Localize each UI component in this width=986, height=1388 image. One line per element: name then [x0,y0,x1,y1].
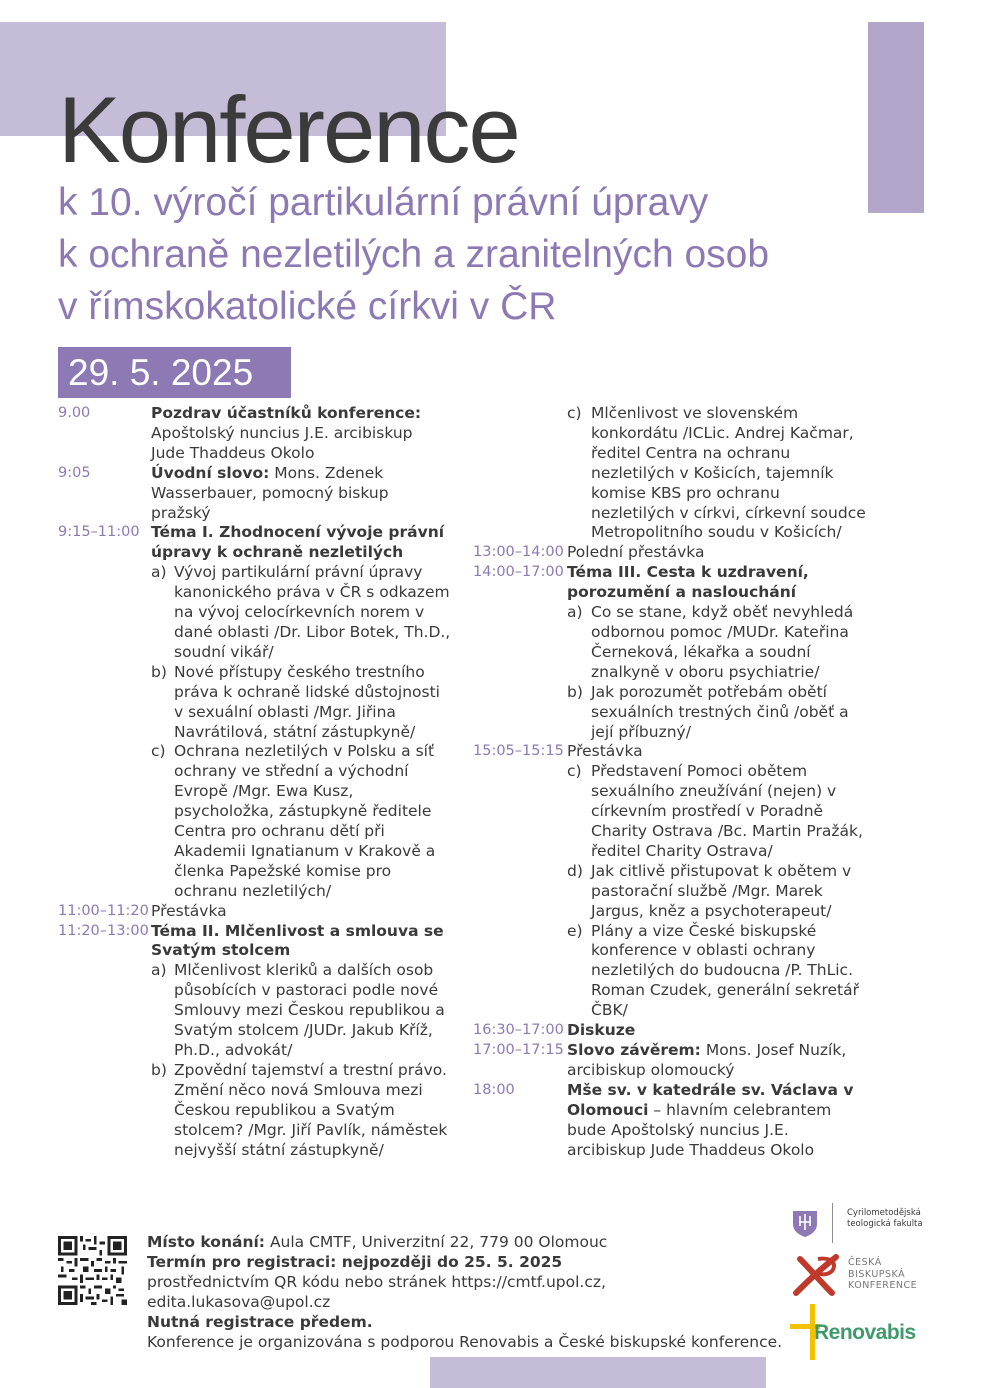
logo-text: Cyrilometodějská [847,1208,921,1218]
logo-text: teologická fakulta [847,1219,923,1229]
item-text: Nové přístupy českého trestního práva k ochraně lidské důstojnosti v sexuální oblasti /Mgr. Jiřina Navrátilová, státní zástupkyně/ [174,662,440,741]
list-item [151,563,451,663]
list-item [567,862,867,922]
list-item [567,922,867,1022]
entry-time: 18:00 [473,1081,515,1098]
entry-time: 14:00–17:00 [473,564,564,581]
entry-items [567,404,867,543]
item-text: Představení Pomoci obětem sexuálního zneužívání (nejen) v církevním prostředí v Poradně Charity Ostrava /Bc. Martin Pražák, ředitel Charity Ostrava/ [591,762,863,860]
item-text: Plány a vize České biskupské konference v oblasti ochrany nezletilých do budoucna /P. ThLic. Roman Czudek, generální sekretář ČBK/ [591,921,859,1020]
entry-items [151,563,451,901]
item-text: Jak citlivě přistupovat k obětem v pastorační službě /Mgr. Marek Jargus, kněz a psychoterapeut/ [591,861,852,920]
subtitle [58,177,769,333]
entry-title: Téma III. Cesta k uzdravení, porozumění a naslouchání [567,563,809,602]
item-text: Mlčenlivost kleriků a dalších osob působících v pastoraci podle nové Smlouvy mezi Českou republikou a Svatým stolcem /JUDr. Jakub Kříž, Ph.D., advokát/ [174,961,445,1059]
entry-text: – hlavním celebrantem bude Apoštolský nuncius J.E. arcibiskup Jude Thaddeus Okolo [567,1100,832,1159]
decorative-block-right [868,22,924,213]
list-item [151,663,451,743]
item-text: Vývoj partikulární právní úpravy kanonického práva v ČR s odkazem na vývoj celocírkevních norem v dané oblasti /Dr. Libor Botek, Th.D., soudní vikář/ [174,563,451,661]
item-marker: a) [151,563,167,582]
list-item [151,1061,451,1161]
program-left-column [58,404,458,1160]
item-text: Zpovědní tajemství a trestní právo. Změní něco nová Smlouva mezi Českou republikou a Svatým stolcem? /Mgr. Jiří Pavlík, náměstek nejvyšší státní zástupkyně/ [174,1060,448,1159]
item-text: Mlčenlivost ve slovenském konkordátu /ICLic. Andrej Kačmar, ředitel Centra na ochranu nezletilých v Košicích, tajemník komise KBS pro ochranu nezletilých v církvi, církevní soudce Metropolitního soudu v Košicích/ [591,404,866,542]
program-entry [473,543,873,563]
item-marker: b) [151,1060,167,1079]
list-item [567,404,867,543]
venue-label: Místo konání: [147,1233,265,1251]
item-text: Ochrana nezletilých v Polsku a síť ochrany ve střední a východní Evropě /Mgr. Ewa Kusz, psycholožka, zástupkyně ředitele Centra pro ochranu dětí při Akademii Ignatianum v Krakově a členka Papežské komise pro ochranu nezletilých/ [174,742,436,900]
item-marker: d) [567,861,583,880]
venue-text: Aula CMTF, Univerzitní 22, 779 00 Olomouc [269,1233,608,1251]
registration-deadline: Termín pro registraci: nejpozději do 25. 5. 2025 [147,1253,563,1271]
subtitle-line: v římskokatolické církvi v ČR [58,285,557,328]
item-marker: a) [567,603,583,622]
list-item [151,742,451,901]
program-entry [58,464,458,524]
cmtf-emblem-icon [790,1208,820,1238]
program-entry [58,922,458,962]
decorative-block-bottom [430,1357,766,1388]
program-entry [473,1021,873,1041]
entry-title: Téma I. Zhodnocení vývoje právní úpravy k ochraně nezletilých [151,523,445,562]
program-entry [473,742,873,762]
logo-divider [832,1203,833,1243]
entry-time: 9:15–11:00 [58,524,140,541]
cbk-logo [790,1253,930,1297]
entry-time: 11:20–13:00 [58,922,149,939]
cmtf-logo [790,1203,930,1243]
entry-items [151,961,451,1160]
logo-text: KONFERENCE [848,1280,918,1291]
logo-text: BISKUPSKÁ [848,1268,906,1280]
list-item [567,683,867,743]
program-entry [58,902,458,922]
entry-text: Polední přestávka [567,543,705,562]
renovabis-logo [790,1302,930,1362]
chi-rho-icon [792,1253,844,1297]
item-marker: c) [151,742,166,761]
subtitle-line: k ochraně nezletilých a zranitelných osob [58,233,770,276]
entry-time: 13:00–14:00 [473,544,564,561]
program-entry [473,563,873,603]
subtitle-line: k 10. výročí partikulární právní úpravy [58,181,709,224]
footer-info [147,1232,787,1352]
entry-items [567,603,867,742]
entry-time: 9.00 [58,405,91,421]
item-text: Jak porozumět potřebám obětí sexuálních trestných činů /oběť a její příbuzný/ [591,682,849,741]
entry-text: Přestávka [567,742,643,761]
date-badge: 29. 5. 2025 [58,347,291,398]
support-note: Konference je organizována s podporou Renovabis a České biskupské konference. [147,1333,783,1351]
page-title: Konference [58,77,519,182]
entry-time: 9:05 [58,464,91,481]
item-text: Co se stane, když oběť nevyhledá odbornou pomoc /MUDr. Kateřina Černeková, lékařka a soudní znalkyně v oboru psychiatrie/ [591,603,854,681]
item-marker: a) [151,961,167,980]
entry-time: 11:00–11:20 [58,902,149,919]
logo-text: Renovabis [814,1321,916,1344]
item-marker: c) [567,404,582,422]
entry-time: 17:00–17:15 [473,1042,564,1058]
entry-title: Pozdrav účastníků konference: [151,404,422,422]
item-marker: e) [567,921,583,940]
qr-code-icon[interactable] [58,1236,127,1305]
list-item [567,603,867,683]
logo-text: ČESKÁ [848,1257,882,1268]
program-entry [58,404,458,464]
entry-title: Diskuze [567,1021,636,1040]
entry-text: Mons. Josef Nuzík, arcibiskup olomoucký [567,1041,847,1079]
program-entry [473,1041,873,1081]
item-marker: b) [567,682,583,701]
entry-items [567,762,867,1021]
entry-title: Úvodní slovo: [151,463,270,482]
entry-title: Mše sv. v katedrále sv. Václava v Olomouci [567,1080,854,1119]
item-marker: c) [567,762,582,781]
program-right-column [473,404,873,1160]
item-marker: b) [151,662,167,681]
registration-via[interactable]: prostřednictvím QR kódu nebo stránek https://cmtf.upol.cz, edita.lukasova@upol.cz [147,1273,606,1311]
program-entry [473,1081,873,1161]
list-item [151,961,451,1061]
entry-text: Apoštolský nuncius J.E. arcibiskup Jude Thaddeus Okolo [151,423,413,462]
entry-text: Přestávka [151,901,227,920]
program-entry [58,523,458,563]
entry-title: Téma II. Mlčenlivost a smlouva se Svatým stolcem [151,921,444,960]
entry-time: 16:30–17:00 [473,1022,564,1039]
entry-title: Slovo závěrem: [567,1041,701,1059]
entry-time: 15:05–15:15 [473,743,564,760]
registration-required: Nutná registrace předem. [147,1313,373,1331]
entry-text: Mons. Zdenek Wasserbauer, pomocný biskup pražský [151,463,389,522]
list-item [567,762,867,862]
